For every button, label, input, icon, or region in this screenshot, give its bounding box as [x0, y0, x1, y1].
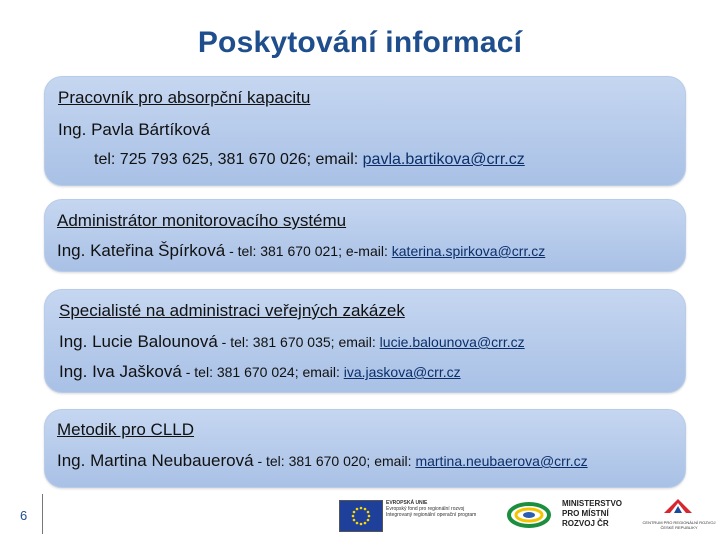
person-name: Ing. Lucie Balounová: [59, 332, 218, 351]
irop-swirl-logo: [506, 500, 552, 530]
contact-line: [57, 451, 588, 471]
email-link[interactable]: pavla.bartikova@crr.cz: [362, 151, 525, 168]
contact-text: tel: 725 793 625, 381 670 026; email:: [94, 151, 363, 168]
person-name: Ing. Iva Jašková: [59, 362, 182, 381]
contact-text: - tel: 381 670 035; email:: [217, 334, 380, 350]
contact-line: [94, 151, 525, 169]
eu-flag-icon: [339, 500, 383, 532]
section-monitoring-admin: [44, 199, 686, 272]
person-name: Ing. Kateřina Špírková: [57, 241, 226, 260]
section-heading: Metodik pro CLLD: [57, 420, 195, 439]
crr-text: CENTRUM PRO REGIONÁLNÍ ROZVOJ ČESKÉ REPUBLIKY: [642, 520, 716, 530]
contact-text: - tel: 381 670 024; email:: [181, 364, 344, 380]
contact-line: [59, 332, 525, 352]
contact-text: - tel: 381 670 021; e-mail:: [225, 243, 392, 259]
section-heading: Pracovník pro absorpční kapacitu: [58, 88, 311, 107]
page-title: Poskytování informací: [197, 26, 523, 59]
eu-program-text: EVROPSKÁ UNIE Evropský fond pro regionální rozvoj Integrovaný regionální operační program: [386, 500, 477, 518]
section-heading: Specialisté na administraci veřejných zakázek: [59, 301, 405, 320]
email-link[interactable]: iva.jaskova@crr.cz: [343, 364, 461, 380]
contact-line: [59, 362, 461, 382]
email-link[interactable]: lucie.balounova@crr.cz: [379, 334, 525, 350]
contact-line: [57, 241, 545, 261]
mmr-logo: MINISTERSTVO PRO MÍSTNÍ ROZVOJ ČR: [562, 499, 623, 528]
email-link[interactable]: katerina.spirkova@crr.cz: [391, 243, 546, 259]
section-heading: Administrátor monitorovacího systému: [57, 211, 347, 230]
contact-text: - tel: 381 670 020; email:: [253, 453, 416, 469]
email-link[interactable]: martina.neubaerova@crr.cz: [415, 453, 588, 469]
person-name: Ing. Martina Neubauerová: [57, 451, 254, 470]
page-number: 6: [20, 508, 28, 523]
footer-divider: [42, 494, 43, 534]
person-name: Ing. Pavla Bártíková: [58, 120, 211, 139]
